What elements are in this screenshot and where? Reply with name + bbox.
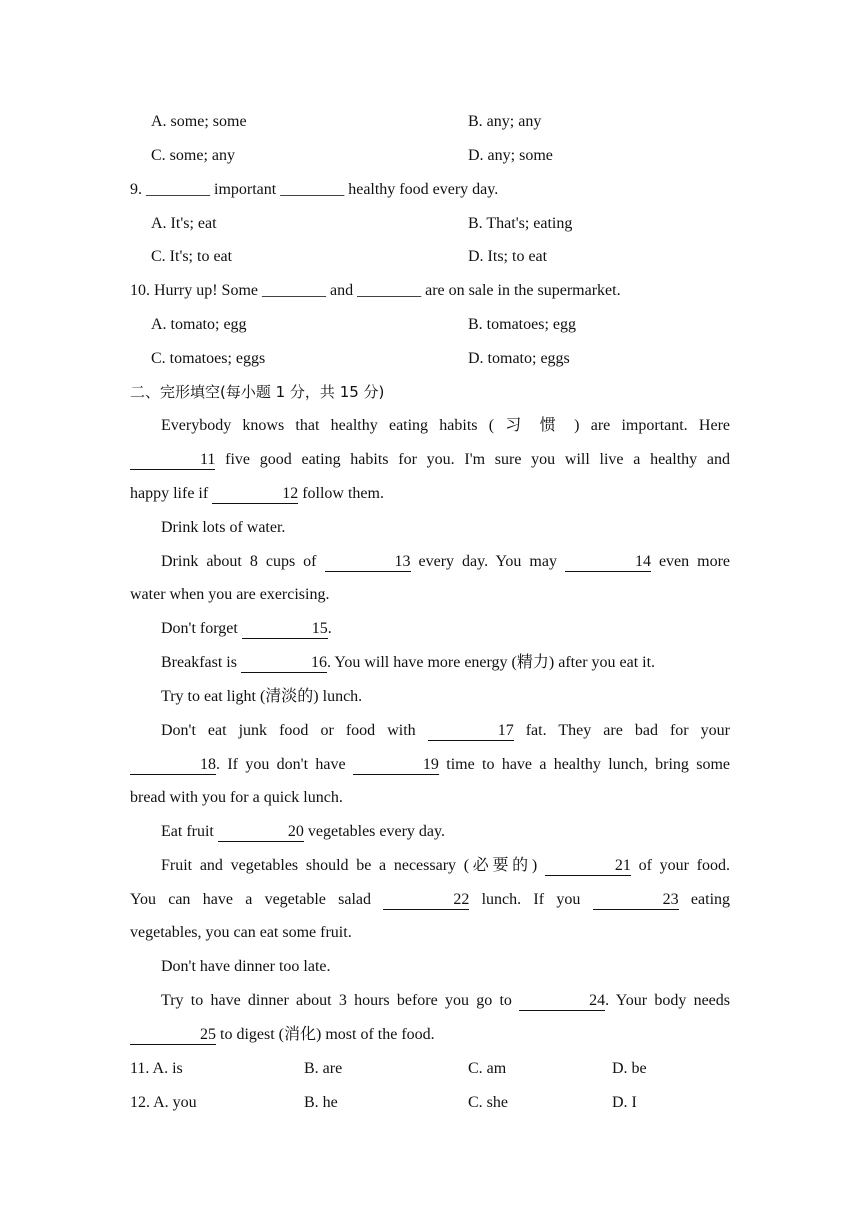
blank-22: 22 (383, 891, 469, 910)
blank-17: 17 (428, 722, 514, 741)
passage-line: bread with you for a quick lunch. (130, 789, 343, 806)
passage-line: vegetables, you can eat some fruit. (130, 924, 352, 941)
passage-line: happy life if 12 follow them. (130, 485, 384, 502)
passage-line: 18. If you don't have 19 time to have a healthy lunch, bring some (130, 748, 730, 782)
q10-option-b: B. tomatoes; egg (468, 316, 576, 333)
blank-21: 21 (545, 857, 631, 876)
blank-13: 13 (325, 553, 411, 572)
q11-option-b: B. are (304, 1060, 343, 1077)
blank-19: 19 (353, 756, 439, 775)
q10-option-d: D. tomato; eggs (468, 350, 570, 367)
q9-stem: 9. ________ important ________ healthy food every day. (130, 181, 499, 198)
q8-option-a: A. some; some (151, 113, 247, 130)
blank-24: 24 (519, 992, 605, 1011)
q9-option-a: A. It's; eat (151, 215, 217, 232)
q11-option-d: D. be (612, 1060, 647, 1077)
blank-23: 23 (593, 891, 679, 910)
q8-option-b: B. any; any (468, 113, 542, 130)
blank-12: 12 (212, 485, 298, 504)
q10-stem: 10. Hurry up! Some ________ and ________ are on sale in the supermarket. (130, 282, 621, 299)
q11-option-a: 11. A. is (130, 1060, 183, 1077)
habit-heading: Drink lots of water. (161, 519, 286, 536)
habit-heading: Try to eat light (清淡的) lunch. (161, 688, 363, 705)
q10-option-c: C. tomatoes; eggs (151, 350, 266, 367)
blank-14: 14 (565, 553, 651, 572)
q8-option-c: C. some; any (151, 147, 235, 164)
passage-line: Try to have dinner about 3 hours before you go to 24. Your body needs (161, 992, 731, 1009)
passage-line: Everybody knows that healthy eating habits ( 习 惯 ) are important. Here (161, 417, 730, 434)
blank-15: 15 (242, 620, 328, 639)
habit-heading: Don't forget 15. (161, 620, 332, 637)
passage-line: Don't eat junk food or food with 17 fat. They are bad for your (161, 722, 731, 739)
passage-line: Drink about 8 cups of 13 every day. You may 14 even more (161, 553, 731, 570)
blank-25: 25 (130, 1026, 216, 1045)
q12-option-b: B. he (304, 1094, 338, 1111)
q8-option-d: D. any; some (468, 147, 553, 164)
q9-option-d: D. Its; to eat (468, 248, 548, 265)
passage-line: water when you are exercising. (130, 586, 330, 603)
q12-option-c: C. she (468, 1094, 508, 1111)
blank-18: 18 (130, 756, 216, 775)
q9-option-c: C. It's; to eat (151, 248, 233, 265)
q11-option-c: C. am (468, 1060, 507, 1077)
section-heading: 二、完形填空(每小题 1 分，共 15 分) (130, 383, 385, 401)
habit-heading: Eat fruit 20 vegetables every day. (161, 823, 445, 840)
passage-line: 11 five good eating habits for you. I'm sure you will live a healthy and (130, 443, 730, 477)
blank-20: 20 (218, 823, 304, 842)
q10-option-a: A. tomato; egg (151, 316, 247, 333)
passage-line: Breakfast is 16. You will have more energy (精力) after you eat it. (161, 654, 656, 671)
blank-16: 16 (241, 654, 327, 673)
passage-line: 25 to digest (消化) most of the food. (130, 1018, 730, 1052)
blank-11: 11 (130, 451, 215, 470)
q12-option-d: D. I (612, 1094, 637, 1111)
q12-option-a: 12. A. you (130, 1094, 197, 1111)
q9-option-b: B. That's; eating (468, 215, 573, 232)
passage-line: Fruit and vegetables should be a necessary (必要的) 21 of your food. (161, 857, 730, 874)
habit-heading: Don't have dinner too late. (161, 958, 331, 975)
passage-line: You can have a vegetable salad 22 lunch. If you 23 eating (130, 891, 731, 908)
